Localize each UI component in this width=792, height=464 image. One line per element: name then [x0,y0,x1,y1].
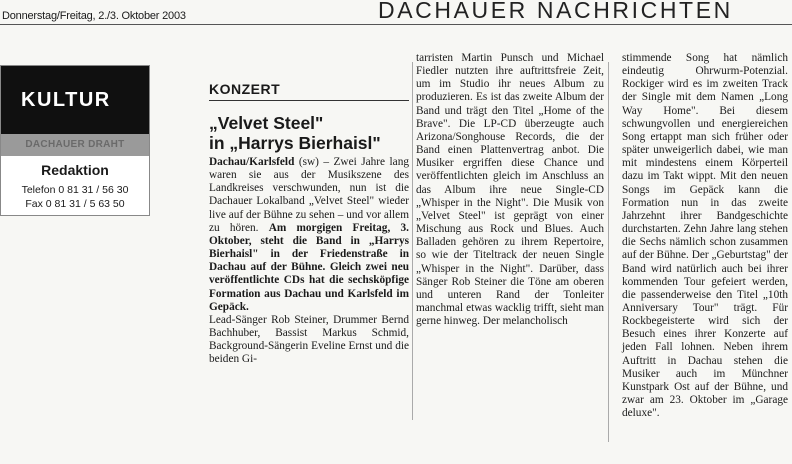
telefon-number: Telefon 0 81 31 / 56 30 [21,184,129,196]
fax-number: Fax 0 81 31 / 5 63 50 [25,198,125,210]
column-1-tail: Lead-Sänger Rob Steiner, Drummer Bernd Bachhuber, Bassist Markus Schmid, Background-Sängerin Eveline Ernst und die beiden Gi- [209,313,409,366]
ressort-subheading: DACHAUER DRAHT [1,134,149,156]
masthead-rule [0,24,792,25]
column-divider [608,62,609,442]
article-column-1 [209,156,409,367]
article-column-3 [622,52,788,420]
rubric-rule [209,100,409,101]
issue-date: Donnerstag/Freitag, 2./3. Oktober 2003 [2,10,186,22]
redaktion-label: Redaktion [41,162,109,178]
article-rubric: KONZERT [209,81,281,97]
column-divider [412,62,413,420]
column-1-event-info: Am morgigen Freitag, 3. Oktober, steht die Band in „Harrys Bierhaisl" in der Friedenstraße in Dachau auf der Bühne. Gleich zwei neu veröffentlichte CDs hat die sechsköpfige Formation aus Dachau und Karlsfeld im Gepäck. [209,221,409,313]
newspaper-name: DACHAUER NACHRICHTEN [378,0,733,23]
ressort-bar [1,66,149,134]
column-1-lead: (sw) – Zwei Jahre lang waren sie aus der Musikszene des Landkreises verschwunden, nun ist die Dachauer Lokalband „Velvet Steel" wieder live auf der Bühne zu sehen – und vor allem zu hören. [209,156,409,234]
ressort-box [0,65,150,216]
article-column-2 [416,52,604,328]
ressort-label: KULTUR [21,89,111,111]
column-3-text: stimmende Song hat nämlich eindeutig Ohrwurm-Potenzial. Rockiger wird es im zweiten Track der Single mit dem Namen „Long Way Home". Bei diesem schwungvollen und energiereichen Song ertappt man sich früher oder später unweigerlich dabei, wie man mit mindestens einem Körperteil dazu im Takt wippt. Mit den neuen Songs im Gepäck kann die Formation nun in das zweite Jahrzehnt ihrer Bandgeschichte durchstarten. Zehn Jahre lang stehen die Sechs nämlich schon zusammen auf der Bühne. Der „Geburtstag" der Band wird natürlich auch bei ihrer kommenden Tour gefeiert werden, die passenderweise den Titel „10th Anniversary Tour" trägt. Für Rockbegeisterte wird sich der Besuch eines ihrer Konzerte auf jeden Fall lohnen. Neben ihrem Auftritt in Dachau stehen die Musiker auch im Münchner Kunstpark Ost auf der Bühne, und zwar am 23. Oktober im „Garage deluxe". [622,52,788,420]
article-dateline: Dachau/Karlsfeld [209,156,295,168]
column-2-text: tarristen Martin Punsch und Michael Fiedler nutzten ihre auftrittsfreie Zeit, um im Studio ihr neues Album zu produzieren. Es ist das zweite Album der Band und trägt den Titel „Home of the Brave". Die LP-CD überzeugte auch Arizona/Songhouse Records, die der Band einen Plattenvertrag anbot. Die Musiker ergriffen diese Chance und veröffentlichten gleich im Anschluss an das Album ihre neue Single-CD „Whisper in the Night". Die Musik von „Velvet Steel" ist geprägt von einer Mischung aus Rock und Blues. Auch Balladen gehören zu ihrem Repertoire, so wie der Titeltrack der neuen Single „Whisper in the Night". Darüber, dass Sänger Rob Steiner die Töne am oberen und unteren Rand der Tonleiter manchmal etwas wacklig trifft, sieht man gerne hinweg. Der melancholisch [416,52,604,328]
article-headline [209,113,409,153]
headline-line-1: „Velvet Steel" [209,113,324,133]
headline-line-2: in „Harrys Bierhaisl" [209,133,381,153]
